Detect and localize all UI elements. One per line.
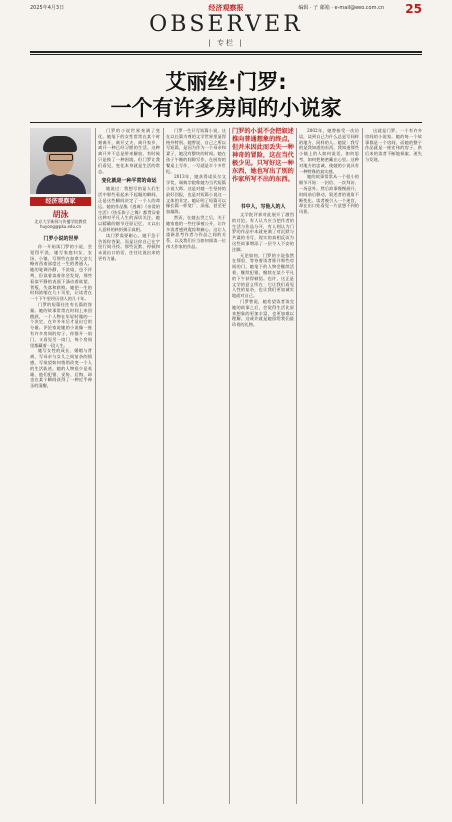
author-photo [30,128,91,194]
column-divider [362,128,363,804]
contact-line: 编辑 · 子 邮箱 · e-mail@eeo.com.cn [298,5,384,11]
author-email: huyong@pku.edu.cn [39,224,82,229]
issue-date: 2025年4月3日 [30,5,65,11]
header-rule [30,51,422,53]
headline-rule [30,122,422,123]
paragraph: 文学批评界对此展开了激烈的讨论。有人认为应当把作者的生活与作品分开，有人则认为门罗的作品中本就充满了对沉默与共谋的书写，现实的真相反而为这些故事增添了一层令人不安的注脚。 [232,212,294,252]
paragraph: 门罗的小说世界充满了变化。她笔下的女性常常在某个时刻离开，离开丈夫、离开家乡、离开一种已经习惯的生活。这种离开并不总是带来解放，有时候只是换了一种困境。但门罗让我们看见，变化本身就是生活的常态。 [98,128,160,174]
paragraph: 这就是门罗，一个有许多房间的小说家。她的每一个故事都是一个房间，而她的整个作品就是一座宏伟的房子，供后来的读者不断地探索、迷失与发现。 [365,128,422,162]
column-divider [296,128,297,804]
pull-quote: 门罗的小说不会把叙述推向普通想象的终点，但并未因此而丢失一种神奇的冒险，这在当代极少见。只写好这一种东西，她也写出了别的作家所写不出的东西。 [232,128,294,194]
headline-line-1: 艾丽丝·门罗: [165,70,287,94]
page-number: 25 [405,2,422,16]
article-column-4 [232,200,294,804]
masthead-english: OBSERVER [149,12,303,37]
paragraph: 门罗曾说，她希望读者读完她的故事之后，会觉得生活比原来想象的更加丰富，也更加难以理解。这或许就是她留给我们最珍贵的礼物。 [232,298,294,328]
paragraph: 她写女性的成长、婚姻与背离，写母亲与女儿之间复杂的情感，写欲望如何悄悄改变一个人的生活轨迹。她的人物很少是英雄，他们犯错、妥协、后悔，却也在某个瞬间获得了一种近乎神圣的清醒。 [30,348,92,389]
article-column-3 [166,128,226,804]
column-divider [229,128,230,804]
header-rule-thin [30,54,422,55]
author-name: 胡泳 [52,210,69,219]
paragraph: 她的故事常常从一个很小的细节开始：一封信、一次拜访、一场意外。然后故事慢慢展开，时间前后移动，叙述者的视角不断变化。读者被引入一个迷宫，却在出口处看见一片意想不到的风景。 [299,174,359,215]
paragraph: 2013年，她获得诺贝尔文学奖，瑞典学院称她为当代短篇小说大师。这是对她一生坚持的最好回报，也是对短篇小说这一文体的肯定。她证明了短篇可以像长篇一样宽广、深邃，甚至更加凝练。 [166,174,226,215]
column-tag: 经济观察家 [30,197,91,206]
paragraph: 然而，在她去世之后，关于她家庭的一些往事被公开，让许多读者感到震惊和痛心。这让人重新思考作者与作品之间的关系，以及我们应当如何阅读一位伟大作家的作品。 [166,214,226,249]
subhead: 门罗小说的世界 [43,236,79,242]
paragraph: 她说过：我想写的是人们生活中那些看起来不起眼的瞬间，正是这些瞬间决定了一个人的命运。她的作品集《逃离》《亲爱的生活》《快乐影子之舞》都贯穿着这种对平凡人生的深切关注。她以精确的细节还原记忆，又以出人意料的转折揭示真相。 [98,186,160,232]
column-divider [95,128,96,804]
subhead: 变化就是一种平常的命运 [101,178,157,185]
subhead: 书中人，写他人的人 [240,204,286,210]
author-affiliation: 北京大学新闻与传播学院教授 [34,219,87,224]
column-divider [163,128,164,804]
paragraph: 无论如何，门罗的小说依然在那里，等待着读者推开那些房间的门。她笔下的人物会继续活着，继续犯错，继续在某个平凡的下午获得顿悟。也许，这正是文学的意义所在：它让我们看见人性的复杂，也让我们更加诚实地面对自己。 [232,252,294,299]
paragraph: 你一开始读门罗的小说，会觉得平淡，她写家庭妇女、农场、小镇，写那些在加拿大安大略省西南部度过一生的普通人。她的笔调冷静，不渲染，也不评判，但读着读着你会发现，那些看似平静的表面下涌动着欲望、背叛、失落和救赎。她把一生的时间浓缩在几十页里，让读者在一个下午里经历别人的几十年。 [30,244,92,302]
paragraph: 门罗的短篇往往有长篇的容量。她的故事常常在时间上来回跳跃，一个人物在年轻时做的一个决定，在许多年后才显出它的分量。评论家说她的小说像一座有许多房间的房子，你推开一扇门，又看见另一扇门，每个房间里都藏着一段人生。 [30,301,92,348]
paragraph: 读门罗需要耐心。她不急于告诉你答案，而是让你自己在字里行间寻找。那些沉默、停顿和未说出口的话，往往比说出来的更有力量。 [98,232,160,261]
page-header [0,0,452,56]
article-column-2 [98,128,160,804]
headline-line-2: 一个有许多房间的小说家 [110,96,342,120]
article-column-5 [299,128,359,804]
masthead-chinese: 经济观察报 [208,4,244,12]
paragraph: 2002年，她曾接受一次访谈，谈到自己为什么总是写同样的地方、同样的人。她说：我写的是我知道的东西，我知道那些小镇上的人如何说话，如何思考，如何把秘密藏在心里。这种对地方的忠诚，使她的小说具有一种特殊的真实感。 [299,128,359,174]
section-label: | 专栏 | [208,39,244,47]
article-column-6 [365,128,422,804]
article-column-1 [30,232,92,804]
paragraph: 门罗一生只写短篇小说，这在以长篇为尊的文学世界里显得格外特别。她曾说，自己之所以写短篇，是因为作为一个母亲和妻子，她没有整块的时间。她在孩子午睡的间隙写作，在厨房的餐桌上写作，一写就是半个多世纪。 [166,128,226,174]
